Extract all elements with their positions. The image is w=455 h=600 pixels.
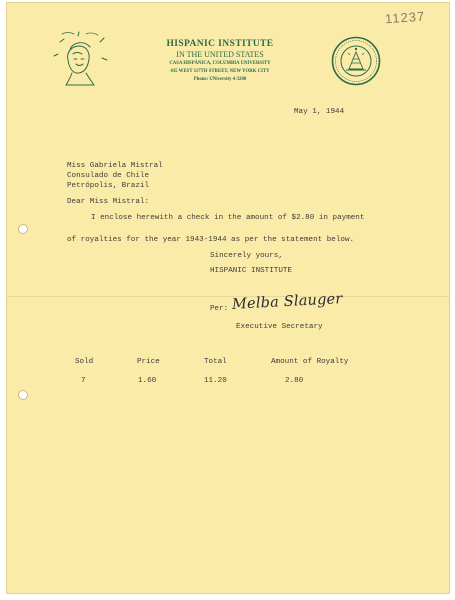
letterhead-subtitle: IN THE UNITED STATES: [176, 50, 264, 59]
closing-organization: HISPANIC INSTITUTE: [210, 267, 293, 275]
letterhead-address-line2: 435 WEST 117TH STREET, NEW YORK CITY: [170, 68, 270, 74]
statement-header-total: Total: [204, 358, 227, 366]
paper-fold: [7, 296, 449, 297]
archive-number: 11237: [384, 8, 426, 27]
university-seal-icon: [331, 36, 381, 86]
recipient-line3: Petrópolis, Brazil: [67, 182, 150, 190]
salutation: Dear Miss Mistral:: [67, 198, 150, 206]
statement-header-price: Price: [137, 358, 160, 366]
statement-header-royalty: Amount of Royalty: [271, 358, 349, 366]
statement-header-sold: Sold: [75, 358, 94, 366]
letterhead-address-line1: CASA HISPÁNICA, COLUMBIA UNIVERSITY: [169, 61, 271, 66]
statement-cell-royalty: 2.80: [285, 377, 304, 385]
valediction: Sincerely yours,: [210, 252, 283, 260]
statement-cell-price: 1.60: [138, 377, 157, 385]
statement-cell-sold: 7: [81, 377, 86, 385]
institute-figure-logo: [48, 30, 112, 90]
punch-hole-top: [18, 224, 28, 234]
handwritten-signature: Melba Slauger: [231, 291, 343, 313]
body-line1: I enclose herewith a check in the amount of $2.80 in payment: [91, 214, 365, 222]
letterhead: [150, 39, 290, 83]
letter-date: May 1, 1944: [294, 108, 345, 116]
statement-cell-total: 11.20: [204, 377, 227, 385]
letterhead-title: HISPANIC INSTITUTE: [166, 39, 274, 49]
recipient-line2: Consulado de Chile: [67, 172, 150, 180]
letter-page: [6, 2, 450, 594]
per-label: Per:: [210, 305, 229, 313]
body-line2: of royalties for the year 1943-1944 as per the statement below.: [67, 236, 355, 244]
recipient-name: Miss Gabriela Mistral: [67, 162, 163, 170]
letterhead-phone: Phone: UNiversity 4-3200: [193, 77, 247, 82]
punch-hole-bottom: [18, 390, 28, 400]
signer-title: Executive Secretary: [236, 323, 323, 331]
